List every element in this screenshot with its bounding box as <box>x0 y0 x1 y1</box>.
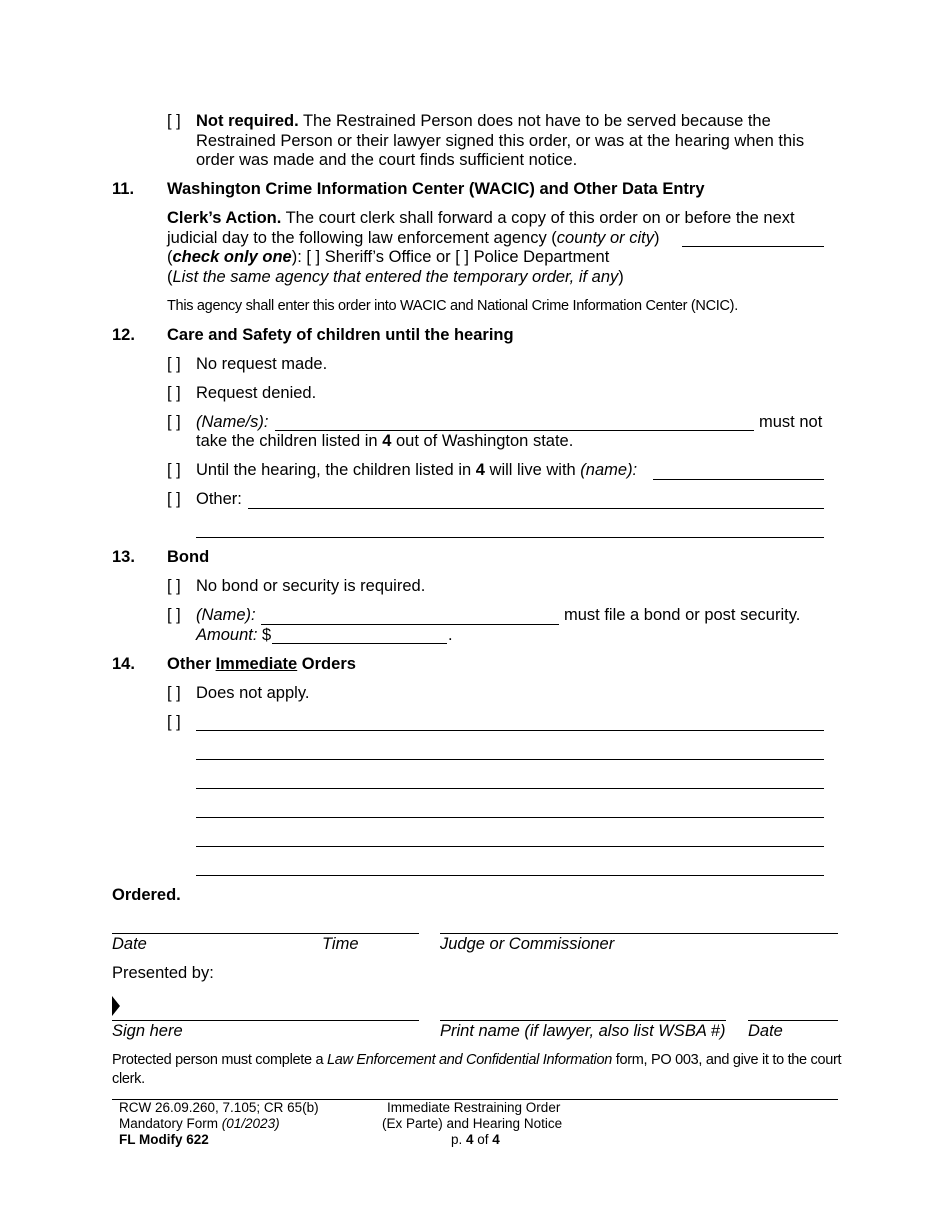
print-name-label: Print name (if lawyer, also list WSBA #) <box>440 1022 726 1040</box>
does-not-apply-label: Does not apply. <box>196 684 310 702</box>
protected-a: Protected person must complete a <box>112 1052 327 1068</box>
section-13-number: 13. <box>112 548 135 566</box>
date2-label: Date <box>748 1022 783 1040</box>
footer-form-id: FL Modify 622 <box>119 1132 209 1147</box>
section-14-number: 14. <box>112 655 135 673</box>
section-14-title <box>167 655 356 674</box>
time-label: Time <box>322 935 359 953</box>
no-request-label: No request made. <box>196 355 328 373</box>
clerk-action-text3a: ( <box>167 248 173 266</box>
section-13-title: Bond <box>167 548 210 566</box>
request-denied-label: Request denied. <box>196 384 317 402</box>
other-orders-blank-3[interactable] <box>196 788 824 789</box>
take-children-c: out of Washington state. <box>391 432 574 450</box>
print-name-line[interactable] <box>440 1020 726 1021</box>
footer-title1: Immediate Restraining Order <box>387 1100 561 1115</box>
section-12-title: Care and Safety of children until the hearing <box>167 326 514 344</box>
sign-here-label: Sign here <box>112 1022 183 1040</box>
clerk-action-line4 <box>167 268 624 287</box>
other-orders-blank-5[interactable] <box>196 846 824 847</box>
no-request-checkbox[interactable]: [ ] <box>167 355 181 373</box>
bond-tail-label: must file a bond or post security. <box>564 606 801 624</box>
amount-row <box>196 626 271 645</box>
date-time-line[interactable] <box>112 933 419 934</box>
take-children-ref: 4 <box>382 432 392 450</box>
amount-blank[interactable] <box>272 643 447 644</box>
clerk-action-text4c: ) <box>618 268 624 286</box>
live-with-name-label: (name): <box>580 461 638 479</box>
county-or-city-label: county or city <box>556 229 655 247</box>
sign-here-arrow-icon <box>112 996 121 1016</box>
footer-page-current: 4 <box>466 1132 474 1147</box>
other-orders-checkbox[interactable]: [ ] <box>167 713 181 731</box>
other-orders-blank-2[interactable] <box>196 759 824 760</box>
protected-person-line1 <box>112 1052 841 1068</box>
other-checkbox[interactable]: [ ] <box>167 490 181 508</box>
footer-rcw: RCW 26.09.260, 7.105; CR 65(b) <box>119 1100 319 1115</box>
not-required-text1: The Restrained Person does not have to be served because the <box>298 112 771 130</box>
section-12-number: 12. <box>112 326 135 344</box>
clerk-action-text2c: ) <box>654 229 660 247</box>
footer-mandatory-a: Mandatory Form <box>119 1116 222 1131</box>
bond-name-label: (Name): <box>196 606 256 624</box>
agency-type-options[interactable]: ): [ ] Sheriff’s Office or [ ] Police Department <box>291 248 610 266</box>
no-bond-checkbox[interactable]: [ ] <box>167 577 181 595</box>
other-blank-1[interactable] <box>248 508 824 509</box>
footer-title2: (Ex Parte) and Hearing Notice <box>382 1116 563 1131</box>
live-with-checkbox[interactable]: [ ] <box>167 461 181 479</box>
section-14-title-b: Immediate <box>215 655 298 673</box>
bond-name-blank[interactable] <box>261 624 559 625</box>
clerk-action-text2a: judicial day to the following law enforcement agency ( <box>167 229 557 247</box>
protected-c: form, PO 003, and give it to the court <box>612 1052 842 1068</box>
section-11-title: Washington Crime Information Center (WACIC) and Other Data Entry <box>167 180 705 198</box>
other-blank-2[interactable] <box>196 537 824 538</box>
other-orders-blank-1[interactable] <box>196 730 824 731</box>
same-agency-note: List the same agency that entered the temporary order, if any <box>172 268 619 286</box>
footer-page-total: 4 <box>492 1132 500 1147</box>
live-with-a: Until the hearing, the children listed in <box>196 461 476 479</box>
protected-person-line2: clerk. <box>112 1071 145 1087</box>
clerk-action-label: Clerk’s Action. <box>167 209 282 227</box>
footer-page-of: of <box>473 1132 493 1147</box>
names-blank[interactable] <box>275 430 754 431</box>
section-14-title-a: Other <box>167 655 216 673</box>
clerk-action-line3 <box>167 248 609 267</box>
wacic-note: This agency shall enter this order into WACIC and National Crime Information Center (NCIC). <box>167 298 738 314</box>
presented-by-label: Presented by: <box>112 964 214 982</box>
sign-here-line[interactable] <box>112 1020 419 1021</box>
check-only-one-label: check only one <box>172 248 292 266</box>
live-with-ref: 4 <box>475 461 485 479</box>
clerk-action-line2 <box>167 229 660 248</box>
names-checkbox[interactable]: [ ] <box>167 413 181 431</box>
protected-form-name: Law Enforcement and Confidential Information <box>326 1052 612 1068</box>
other-label: Other: <box>196 490 242 508</box>
bond-name-checkbox[interactable]: [ ] <box>167 606 181 624</box>
footer-page-a: p. <box>451 1132 467 1147</box>
names-label: (Name/s): <box>196 413 269 431</box>
take-children-text <box>196 432 573 451</box>
judge-line[interactable] <box>440 933 838 934</box>
live-with-blank[interactable] <box>653 479 824 480</box>
live-with-c: will live with <box>484 461 581 479</box>
request-denied-checkbox[interactable]: [ ] <box>167 384 181 402</box>
section-14-title-c: Orders <box>297 655 356 673</box>
date-label: Date <box>112 935 147 953</box>
does-not-apply-checkbox[interactable]: [ ] <box>167 684 181 702</box>
take-children-a: take the children listed in <box>196 432 383 450</box>
not-required-line1 <box>196 112 771 131</box>
live-with-text <box>196 461 637 480</box>
not-required-label: Not required. <box>196 112 299 130</box>
footer-mandatory-date: (01/2023) <box>221 1116 280 1131</box>
other-orders-blank-4[interactable] <box>196 817 824 818</box>
amount-label: Amount: <box>196 626 258 644</box>
dollar-sign: $ <box>257 626 272 644</box>
date2-line[interactable] <box>748 1020 838 1021</box>
clerk-action-text1: The court clerk shall forward a copy of this order on or before the next <box>281 209 795 227</box>
ordered-heading: Ordered. <box>112 886 181 904</box>
clerk-action-text4a: ( <box>167 268 173 286</box>
footer-page <box>451 1132 500 1147</box>
clerk-action-line1 <box>167 209 795 228</box>
other-orders-blank-6[interactable] <box>196 875 824 876</box>
not-required-line3: order was made and the court finds sufficient notice. <box>196 151 578 169</box>
section-11-number: 11. <box>112 180 135 198</box>
must-not-label: must not <box>759 413 823 431</box>
agency-blank[interactable] <box>682 246 824 247</box>
not-required-line2: Restrained Person or their lawyer signed this order, or was at the hearing when this <box>196 132 805 150</box>
footer-mandatory <box>119 1116 280 1131</box>
no-bond-label: No bond or security is required. <box>196 577 426 595</box>
judge-label: Judge or Commissioner <box>440 935 615 953</box>
not-required-checkbox[interactable]: [ ] <box>167 112 181 130</box>
amount-period: . <box>448 626 453 644</box>
